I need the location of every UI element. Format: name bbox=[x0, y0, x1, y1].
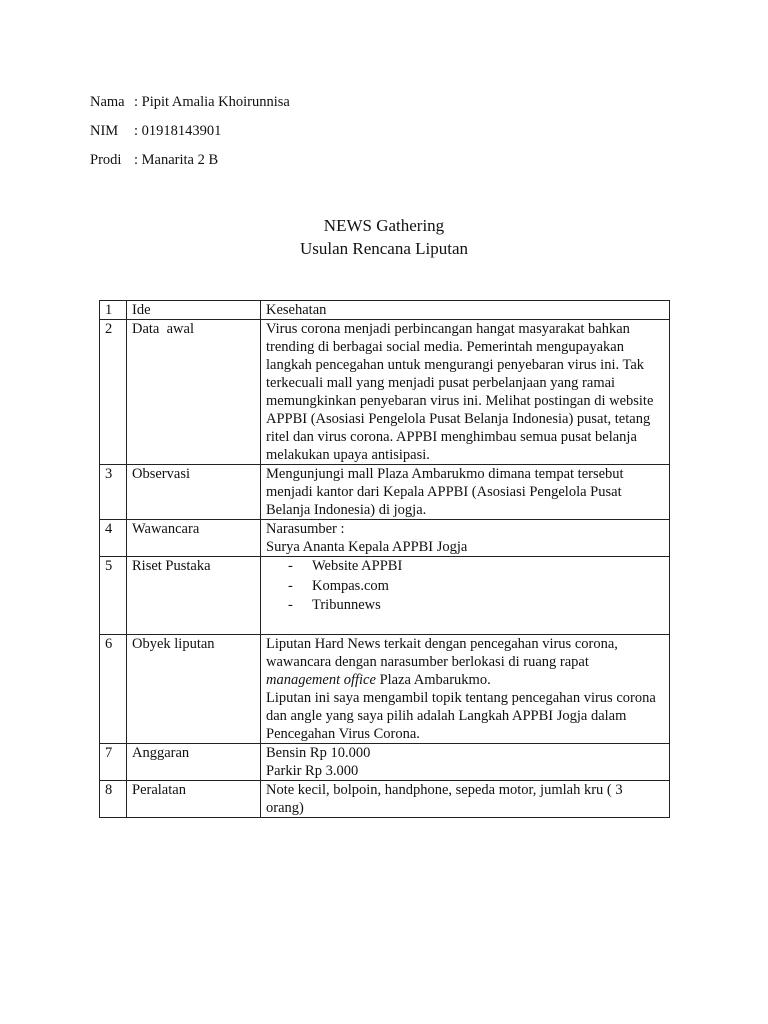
prodi-label: Prodi bbox=[90, 152, 122, 168]
title-line-1: NEWS Gathering bbox=[323, 216, 445, 235]
source-list bbox=[266, 557, 664, 634]
row-number: 1 bbox=[100, 301, 127, 320]
budget-bensin: Bensin Rp 10.000 bbox=[266, 744, 371, 761]
obyek-text-end: Plaza Ambarukmo. bbox=[375, 671, 491, 688]
row-key: Peralatan bbox=[127, 780, 261, 817]
row-value bbox=[261, 520, 670, 557]
obyek-paragraph-2: Liputan ini saya mengambil topik tentang pencegahan virus corona dan angle yang saya pilih adalah Langkah APPBI Jogja dalam Pencegahan Virus Corona. bbox=[266, 689, 656, 742]
row-value: Kesehatan bbox=[261, 301, 670, 320]
table-row-ide bbox=[100, 301, 670, 320]
row-key: Data awal bbox=[127, 320, 261, 465]
narasumber-name: Surya Ananta Kepala APPBI Jogja bbox=[266, 539, 468, 555]
list-item: - Tribunnews bbox=[288, 596, 664, 616]
row-key: Obyek liputan bbox=[127, 634, 261, 743]
nim-label: NIM bbox=[90, 123, 119, 139]
list-item: - Website APPBI bbox=[288, 557, 664, 577]
row-number: 5 bbox=[100, 557, 127, 635]
row-value: Virus corona menjadi perbincangan hangat masyarakat bahkan trending di berbagai social media. Pemerintah mengupayakan langkah pencegahan untuk mengurangi penyebaran virus ini. Tak terkecuali mall yang menjadi pusat perbelanjaan yang ramai memungkinkan penyebaran virus ini. Melihat postingan di website APPBI (Asosiasi Pengelola Pusat Belanja Indonesia) pusat, tetang ritel dan virus corona. APPBI menghimbau semua pusat belanja melakukan upaya antisipasi. bbox=[261, 320, 670, 465]
plan-table bbox=[99, 300, 670, 818]
list-item: - Kompas.com bbox=[288, 577, 664, 597]
name-row bbox=[90, 93, 290, 122]
document-title bbox=[0, 214, 768, 260]
budget-parkir: Parkir Rp 3.000 bbox=[266, 762, 359, 779]
name-value: : Pipit Amalia Khoirunnisa bbox=[134, 94, 290, 110]
table-row-observasi bbox=[100, 465, 670, 520]
row-key: Observasi bbox=[127, 465, 261, 520]
row-value: Mengunjungi mall Plaza Ambarukmo dimana tempat tersebut menjadi kantor dari Kepala APPBI (Asosiasi Pengelola Pusat Belanja Indonesia) di jogja. bbox=[261, 465, 670, 520]
narasumber-label: Narasumber : bbox=[266, 521, 345, 537]
obyek-text-italic: management office bbox=[266, 671, 376, 688]
table-row-riset-pustaka bbox=[100, 557, 670, 635]
row-key: Anggaran bbox=[127, 743, 261, 780]
row-value: Note kecil, bolpoin, handphone, sepeda motor, jumlah kru ( 3 orang) bbox=[261, 780, 670, 817]
row-value bbox=[261, 743, 670, 780]
row-number: 6 bbox=[100, 634, 127, 743]
row-number: 3 bbox=[100, 465, 127, 520]
table-row-data-awal bbox=[100, 320, 670, 465]
table-row-peralatan bbox=[100, 780, 670, 817]
student-info bbox=[90, 93, 290, 180]
table-row-wawancara bbox=[100, 520, 670, 557]
prodi-value: : Manarita 2 B bbox=[134, 152, 219, 168]
row-number: 4 bbox=[100, 520, 127, 557]
row-key: Wawancara bbox=[127, 520, 261, 557]
row-key: Ide bbox=[127, 301, 261, 320]
row-key: Riset Pustaka bbox=[127, 557, 261, 635]
title-line-2: Usulan Rencana Liputan bbox=[299, 239, 469, 258]
nim-value: : 01918143901 bbox=[134, 123, 222, 139]
table-row-obyek-liputan bbox=[100, 634, 670, 743]
row-number: 8 bbox=[100, 780, 127, 817]
obyek-text-start: Liputan Hard News terkait dengan pencegahan virus corona, wawancara dengan narasumber berlokasi di ruang rapat bbox=[266, 635, 618, 670]
prodi-row bbox=[90, 151, 290, 180]
name-label: Nama bbox=[90, 94, 125, 110]
row-number: 7 bbox=[100, 743, 127, 780]
row-number: 2 bbox=[100, 320, 127, 465]
table-row-anggaran bbox=[100, 743, 670, 780]
row-value bbox=[261, 634, 670, 743]
row-value bbox=[261, 557, 670, 635]
nim-row bbox=[90, 122, 290, 151]
obyek-paragraph-1 bbox=[266, 635, 664, 689]
